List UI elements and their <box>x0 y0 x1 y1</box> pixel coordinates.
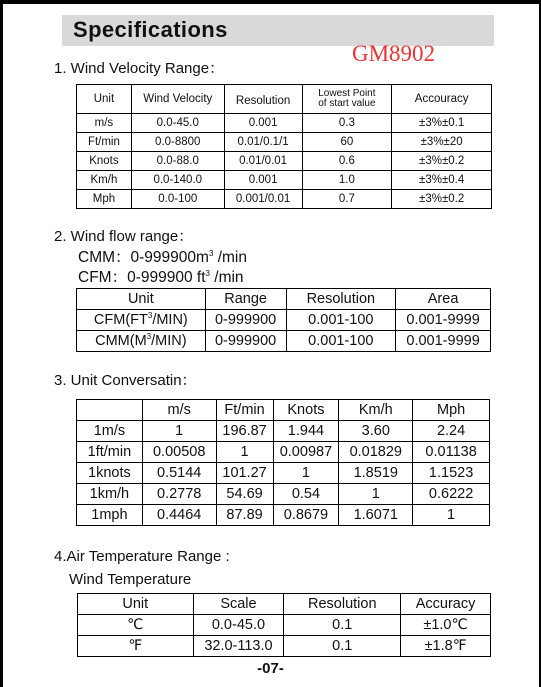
table-cell: 1 <box>142 421 216 442</box>
table-cell: 1knots <box>77 463 143 484</box>
table-cell: 0.4464 <box>142 505 216 526</box>
header-cell <box>302 85 392 114</box>
header-cell: Unit <box>77 289 206 310</box>
header-cell: Unit <box>77 85 132 114</box>
table-cell: 1 <box>339 484 413 505</box>
section3-heading: 3. Unit Conversatin： <box>54 372 197 389</box>
table-cell: Ft/min <box>77 133 132 152</box>
table-row <box>77 190 492 209</box>
table-cell: 0.001-100 <box>286 310 396 331</box>
table-cell: 3.60 <box>339 421 413 442</box>
cmm-superscript: 3 <box>208 248 214 258</box>
table-cell: 0.3 <box>302 114 392 133</box>
table-cell: 0.7 <box>302 190 392 209</box>
table-cell: 1 <box>216 442 273 463</box>
table-cell: 1.8519 <box>339 463 413 484</box>
table-cell: ±3%±0.2 <box>392 190 492 209</box>
cfm-superscript: 3 <box>205 268 210 278</box>
table-cell: 1 <box>273 463 339 484</box>
table-cell: Knots <box>77 152 132 171</box>
table-cell: 1mph <box>77 505 143 526</box>
table-cell: Km/h <box>77 171 132 190</box>
table-cell: ℃ <box>78 615 194 636</box>
page-number: -07- <box>257 660 284 677</box>
air-temperature-table <box>77 593 491 657</box>
table-row <box>77 442 490 463</box>
unit-text: CFM(FT <box>93 312 148 328</box>
header-cell: Km/h <box>339 400 413 421</box>
table-cell: 0.001/0.01 <box>224 190 302 209</box>
table-cell: 0.001-9999 <box>396 310 491 331</box>
table-row <box>77 310 491 331</box>
table-row <box>77 114 492 133</box>
header-cell: Area <box>396 289 491 310</box>
header-line: of start value <box>318 98 376 109</box>
table-cell: 54.69 <box>216 484 273 505</box>
table-row <box>77 484 490 505</box>
header-cell: Scale <box>193 594 284 615</box>
section1-heading: 1. Wind Velocity Range： <box>54 60 225 77</box>
table-row <box>77 505 490 526</box>
table-cell: 0.00987 <box>273 442 339 463</box>
table-cell: 0.0-45.0 <box>131 114 224 133</box>
table-row <box>77 463 490 484</box>
page-border-top <box>0 0 541 4</box>
cmm-unit: /min <box>213 249 247 266</box>
model-number: GM8902 <box>352 41 436 66</box>
page-border-left <box>0 0 3 687</box>
unit-superscript: 3 <box>146 332 152 342</box>
table-cell: ±3%±0.2 <box>392 152 492 171</box>
table-cell: 0.8679 <box>273 505 339 526</box>
header-cell: m/s <box>142 400 216 421</box>
table-header-row <box>78 594 491 615</box>
section2-heading: 2. Wind flow range： <box>54 228 194 245</box>
table-row <box>78 636 491 657</box>
cfm-range-line <box>78 265 244 287</box>
header-cell: Wind Velocity <box>131 85 224 114</box>
table-cell: 0.00508 <box>142 442 216 463</box>
table-cell: 1ft/min <box>77 442 143 463</box>
table-cell: 0.0-140.0 <box>131 171 224 190</box>
header-cell: Ft/min <box>216 400 273 421</box>
table-cell: 0.54 <box>273 484 339 505</box>
table-cell: 1.6071 <box>339 505 413 526</box>
table-header-row <box>77 85 492 114</box>
table-cell: 0.0-100 <box>131 190 224 209</box>
header-line: Lowest Point <box>318 88 376 99</box>
table-cell: 0.0-88.0 <box>131 152 224 171</box>
table-cell: 60 <box>302 133 392 152</box>
table-cell: 0.01829 <box>339 442 413 463</box>
cmm-range-text: CMM：0-999900m <box>78 249 209 266</box>
unit-text: CMM(M <box>95 333 147 349</box>
unit-superscript: 3 <box>147 311 153 321</box>
table-cell <box>77 310 206 331</box>
table-cell: 0.01/0.1/1 <box>224 133 302 152</box>
header-cell: Accuracy <box>401 594 491 615</box>
table-cell: 0.0-45.0 <box>193 615 284 636</box>
table-cell: 0.6 <box>302 152 392 171</box>
header-cell <box>77 400 143 421</box>
header-cell: Accouracy <box>392 85 492 114</box>
header-cell: Unit <box>78 594 194 615</box>
table-row <box>77 133 492 152</box>
wind-velocity-table <box>76 84 492 209</box>
table-cell: 1.944 <box>273 421 339 442</box>
cfm-range-text: CFM：0-999900 ft <box>78 269 206 286</box>
unit-text: /MIN) <box>152 312 188 328</box>
table-cell: 0.5144 <box>142 463 216 484</box>
table-header-row <box>77 289 491 310</box>
cmm-range-line <box>78 245 247 267</box>
table-cell: m/s <box>77 114 132 133</box>
section4-heading: 4.Air Temperature Range : <box>54 548 230 565</box>
page-title: Specifications <box>73 17 228 42</box>
cfm-unit: /min <box>209 269 244 286</box>
table-cell: 2.24 <box>413 421 490 442</box>
table-cell: 0.001 <box>224 171 302 190</box>
table-cell: 0.001 <box>224 114 302 133</box>
table-cell: 0.2778 <box>142 484 216 505</box>
header-cell: Resolution <box>286 289 396 310</box>
table-cell: Mph <box>77 190 132 209</box>
table-cell: ℉ <box>78 636 194 657</box>
table-cell: 1 <box>413 505 490 526</box>
table-cell: ±1.0℃ <box>401 615 491 636</box>
table-cell: 0.1 <box>284 636 401 657</box>
header-cell: Range <box>205 289 286 310</box>
unit-conversion-table <box>76 399 490 526</box>
table-cell: 1.0 <box>302 171 392 190</box>
header-cell: Mph <box>413 400 490 421</box>
table-row <box>77 331 491 352</box>
table-cell: 32.0-113.0 <box>193 636 284 657</box>
table-cell: ±1.8℉ <box>401 636 491 657</box>
table-cell: 0.001-100 <box>286 331 396 352</box>
table-header-row <box>77 400 490 421</box>
table-cell: 0.01138 <box>413 442 490 463</box>
table-cell: 87.89 <box>216 505 273 526</box>
table-cell: 101.27 <box>216 463 273 484</box>
table-cell <box>77 331 206 352</box>
table-cell: ±3%±0.4 <box>392 171 492 190</box>
table-cell: 0.6222 <box>413 484 490 505</box>
header-cell: Knots <box>273 400 339 421</box>
table-cell: 1.1523 <box>413 463 490 484</box>
table-cell: 0.0-8800 <box>131 133 224 152</box>
table-row <box>77 421 490 442</box>
unit-text: /MIN) <box>151 333 187 349</box>
section4-subheading: Wind Temperature <box>69 571 192 588</box>
table-row <box>78 615 491 636</box>
table-cell: 1m/s <box>77 421 143 442</box>
table-cell: 1km/h <box>77 484 143 505</box>
table-cell: ±3%±0.1 <box>392 114 492 133</box>
table-cell: 196.87 <box>216 421 273 442</box>
table-cell: ±3%±20 <box>392 133 492 152</box>
table-cell: 0.01/0.01 <box>224 152 302 171</box>
wind-flow-table <box>76 288 491 352</box>
header-cell: Resolution <box>284 594 401 615</box>
table-row <box>77 152 492 171</box>
table-cell: 0-999900 <box>205 331 286 352</box>
table-cell: 0.1 <box>284 615 401 636</box>
header-cell: Resolution <box>224 85 302 114</box>
table-row <box>77 171 492 190</box>
table-cell: 0.001-9999 <box>396 331 491 352</box>
table-cell: 0-999900 <box>205 310 286 331</box>
